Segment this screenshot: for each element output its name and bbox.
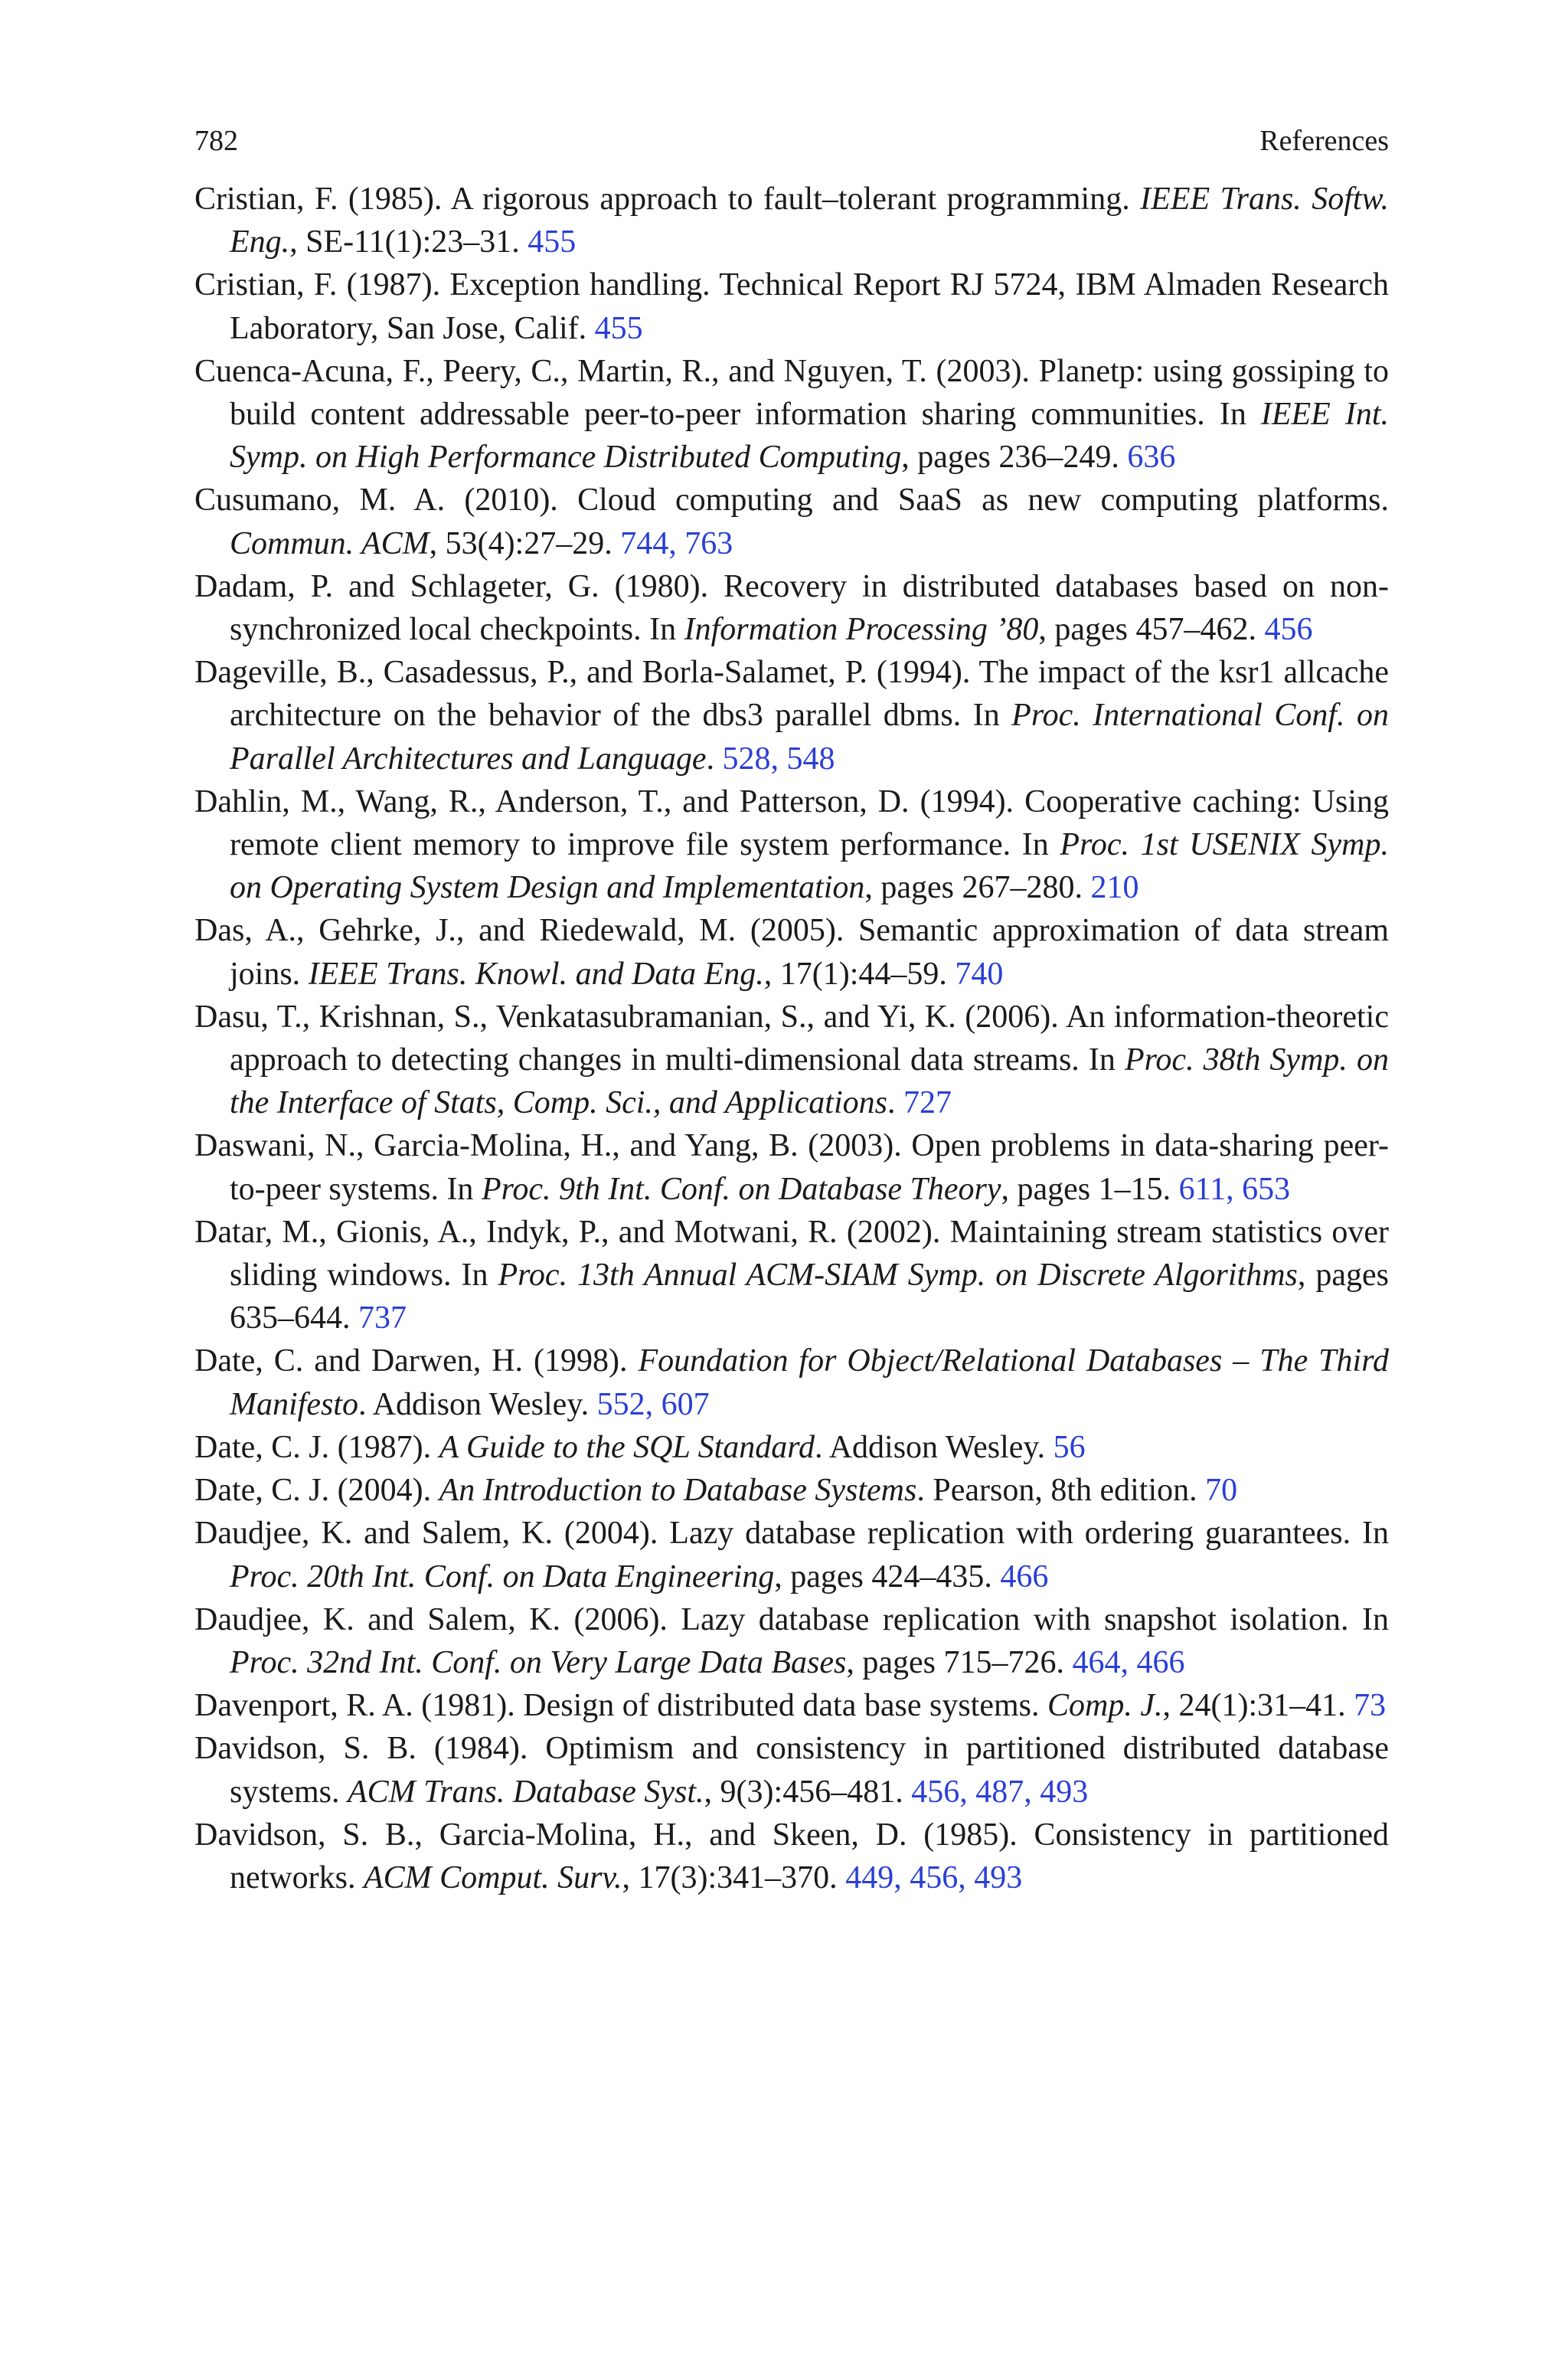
reference-details: , pages 635–644. — [230, 1258, 1389, 1336]
back-reference-link[interactable]: 56 — [1053, 1429, 1086, 1465]
reference-entry — [194, 1426, 1389, 1469]
back-reference-link[interactable]: 455 — [594, 310, 643, 346]
reference-entry — [194, 565, 1389, 651]
reference-details: , 53(4):27–29. — [429, 525, 621, 561]
page-number: 782 — [194, 125, 238, 157]
reference-text: Dasu, T., Krishnan, S., Venkatasubramanian, S., and Yi, K. (2006). An information-theoretic approach to detecting changes in multi-dimensional data streams. In — [194, 999, 1389, 1078]
reference-entry — [194, 1814, 1389, 1899]
running-head — [194, 123, 1389, 159]
back-reference-link[interactable]: 727 — [903, 1085, 952, 1121]
reference-text: Cuenca-Acuna, F., Peery, C., Martin, R., and Nguyen, T. (2003). Planetp: using gossiping to build content addressable peer-to-peer information sharing communities. In — [194, 353, 1389, 433]
reference-entry — [194, 1211, 1389, 1340]
back-reference-link[interactable]: 70 — [1205, 1473, 1238, 1509]
reference-venue: ACM Comput. Surv. — [363, 1860, 622, 1896]
reference-details: , pages 236–249. — [901, 440, 1128, 476]
reference-text: Date, C. J. (2004). — [194, 1473, 439, 1509]
reference-venue: Commun. ACM — [230, 525, 430, 561]
reference-text: Daudjee, K. and Salem, K. (2006). Lazy database replication with snapshot isolation. In — [194, 1601, 1389, 1637]
reference-venue: Information Processing ’80 — [684, 612, 1039, 648]
back-reference-link[interactable]: 744, 763 — [620, 525, 733, 561]
reference-venue: A Guide to the SQL Standard — [439, 1429, 815, 1465]
back-reference-link[interactable]: 210 — [1090, 870, 1139, 906]
reference-venue: IEEE Trans. Softw. Eng. — [230, 182, 1389, 260]
reference-entry — [194, 1339, 1389, 1425]
reference-entry — [194, 1684, 1389, 1727]
back-reference-link[interactable]: 740 — [955, 956, 1004, 992]
reference-entry — [194, 1727, 1389, 1813]
reference-entry — [194, 1124, 1389, 1210]
reference-venue: Proc. International Conf. on Parallel Architectures and Language — [230, 698, 1389, 777]
reference-venue: ACM Trans. Database Syst. — [348, 1774, 704, 1810]
reference-venue: IEEE Int. Symp. on High Performance Distributed Computing — [230, 397, 1389, 476]
reference-details: , 9(3):456–481. — [704, 1774, 912, 1810]
back-reference-link[interactable]: 552, 607 — [596, 1386, 710, 1422]
reference-venue: Proc. 1st USENIX Symp. on Operating System Design and Implementation — [230, 827, 1389, 906]
reference-text: Daudjee, K. and Salem, K. (2004). Lazy database replication with ordering guarantees. In — [194, 1516, 1389, 1552]
back-reference-link[interactable]: 464, 466 — [1072, 1644, 1185, 1680]
reference-entry — [194, 479, 1389, 564]
reference-text: Dahlin, M., Wang, R., Anderson, T., and Patterson, D. (1994). Cooperative caching: Using remote client memory to improve file system performance. In — [194, 783, 1389, 863]
reference-venue: IEEE Trans. Knowl. and Data Eng. — [308, 956, 764, 992]
back-reference-link[interactable]: 528, 548 — [722, 741, 835, 777]
reference-entry — [194, 178, 1389, 263]
reference-details: . Addison Wesley. — [358, 1386, 597, 1422]
back-reference-link[interactable]: 73 — [1354, 1688, 1387, 1724]
back-reference-link[interactable]: 449, 456, 493 — [845, 1860, 1023, 1896]
reference-details: , pages 715–726. — [846, 1644, 1073, 1680]
section-title: References — [1259, 125, 1389, 157]
reference-text: Dadam, P. and Schlageter, G. (1980). Recovery in distributed databases based on non-synchronized local checkpoints. In — [194, 568, 1389, 648]
reference-details: , 17(3):341–370. — [622, 1860, 846, 1896]
reference-entry — [194, 350, 1389, 479]
reference-venue: Proc. 13th Annual ACM-SIAM Symp. on Discrete Algorithms — [498, 1258, 1298, 1294]
reference-details: , pages 1–15. — [1001, 1171, 1179, 1207]
reference-text: Daswani, N., Garcia-Molina, H., and Yang, B. (2003). Open problems in data-sharing peer-to-peer systems. In — [194, 1128, 1389, 1207]
reference-text: Date, C. and Darwen, H. (1998). — [194, 1343, 639, 1379]
reference-details: , SE-11(1):23–31. — [289, 224, 528, 260]
reference-text: Datar, M., Gionis, A., Indyk, P., and Motwani, R. (2002). Maintaining stream statistics over sliding windows. In — [194, 1214, 1389, 1294]
reference-venue: Comp. J. — [1047, 1688, 1163, 1724]
page — [194, 123, 1389, 1899]
back-reference-link[interactable]: 466 — [1000, 1559, 1049, 1595]
reference-venue: Proc. 38th Symp. on the Interface of Stats, Comp. Sci., and Applications — [230, 1042, 1389, 1121]
reference-venue: Proc. 32nd Int. Conf. on Very Large Data Bases — [230, 1644, 847, 1680]
reference-details: . Addison Wesley. — [815, 1429, 1054, 1465]
reference-venue: Foundation for Object/Relational Databases – The Third Manifesto — [230, 1343, 1389, 1422]
reference-entry — [194, 651, 1389, 780]
reference-text: Date, C. J. (1987). — [194, 1429, 439, 1465]
reference-details: . — [887, 1085, 903, 1121]
back-reference-link[interactable]: 737 — [358, 1300, 407, 1336]
reference-list — [194, 178, 1389, 1899]
back-reference-link[interactable]: 636 — [1127, 440, 1176, 476]
back-reference-link[interactable]: 455 — [528, 224, 577, 260]
reference-details: , 24(1):31–41. — [1162, 1688, 1354, 1724]
reference-details: , pages 267–280. — [864, 870, 1091, 906]
reference-text: Davidson, S. B., Garcia-Molina, H., and Skeen, D. (1985). Consistency in partitioned networks. — [194, 1817, 1389, 1896]
reference-entry — [194, 909, 1389, 995]
reference-text: Cristian, F. (1985). A rigorous approach to fault–tolerant programming. — [194, 182, 1141, 217]
reference-venue: Proc. 20th Int. Conf. on Data Engineering — [230, 1559, 775, 1595]
reference-venue: An Introduction to Database Systems — [439, 1473, 917, 1509]
reference-text: Cristian, F. (1987). Exception handling. Technical Report RJ 5724, IBM Almaden Research Laboratory, San Jose, Calif. — [194, 267, 1389, 346]
reference-text: Dageville, B., Casadessus, P., and Borla-Salamet, P. (1994). The impact of the ksr1 allcache architecture on the behavior of the dbs3 parallel dbms. In — [194, 655, 1389, 734]
back-reference-link[interactable]: 456, 487, 493 — [911, 1774, 1089, 1810]
reference-details: , pages 457–462. — [1038, 612, 1265, 648]
reference-entry — [194, 263, 1389, 349]
reference-text: Das, A., Gehrke, J., and Riedewald, M. (2005). Semantic approximation of data stream joins. — [194, 913, 1389, 992]
reference-text: Cusumano, M. A. (2010). Cloud computing and SaaS as new computing platforms. — [194, 482, 1389, 518]
reference-details: , 17(1):44–59. — [763, 956, 956, 992]
reference-details: . Pearson, 8th edition. — [916, 1473, 1206, 1509]
reference-details: , pages 424–435. — [774, 1559, 1001, 1595]
back-reference-link[interactable]: 611, 653 — [1178, 1171, 1291, 1207]
reference-entry — [194, 996, 1389, 1125]
reference-entry — [194, 1469, 1389, 1512]
back-reference-link[interactable]: 456 — [1264, 612, 1313, 648]
reference-venue: Proc. 9th Int. Conf. on Database Theory — [481, 1171, 1001, 1207]
reference-entry — [194, 1512, 1389, 1598]
reference-entry — [194, 780, 1389, 910]
reference-text: Davenport, R. A. (1981). Design of distributed data base systems. — [194, 1688, 1047, 1724]
reference-entry — [194, 1598, 1389, 1684]
reference-details: . — [706, 741, 723, 777]
reference-text: Davidson, S. B. (1984). Optimism and consistency in partitioned distributed database systems. — [194, 1731, 1389, 1810]
